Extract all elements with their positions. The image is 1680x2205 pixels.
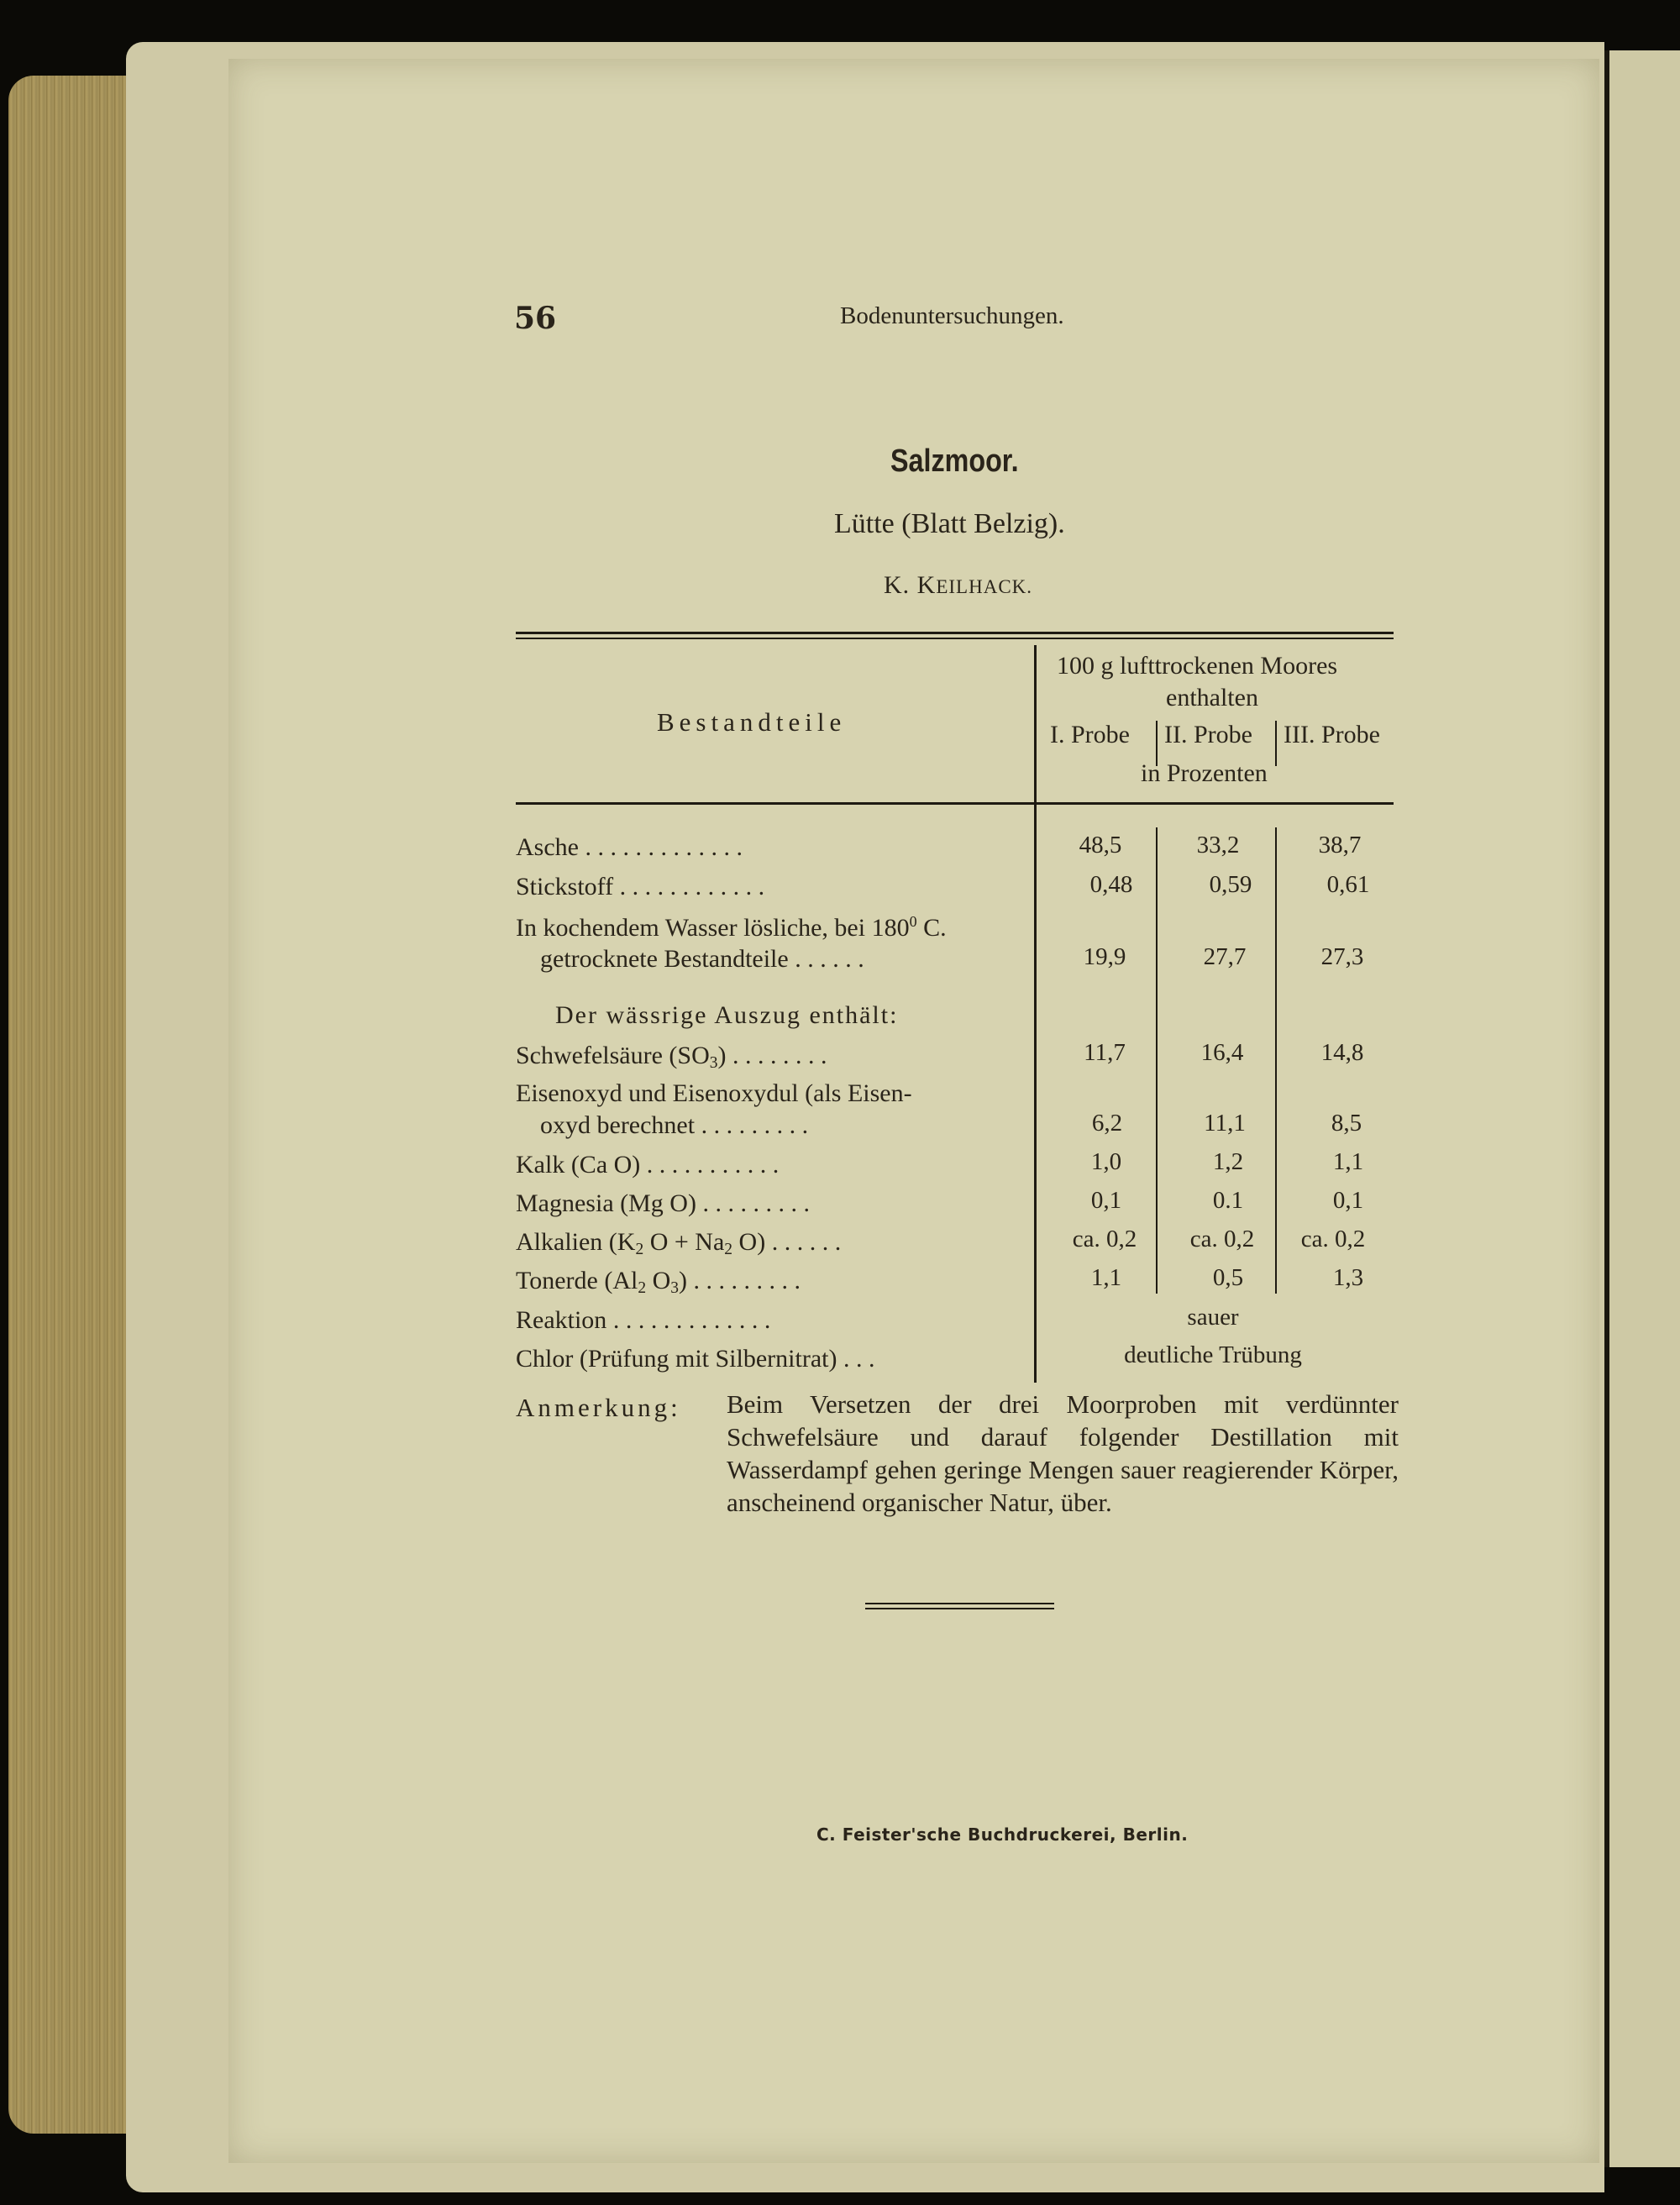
table-cell: 11,7 [1084, 1039, 1126, 1066]
facing-page-edge [1604, 50, 1680, 2167]
table-cell: 6,2 [1091, 1110, 1123, 1137]
table-cell-span: deutliche Trübung [1124, 1341, 1302, 1368]
table-vertical-rule-main [1034, 645, 1037, 1383]
row-label-text: ) [679, 1267, 688, 1294]
row-label-text: oxyd berechnet [540, 1111, 696, 1139]
table-cell: 1,0 [1090, 1148, 1122, 1175]
table-row-label: Schwefelsäure $(SO_3)$ . . . . . . . . [516, 1042, 827, 1072]
row-label-text: Eisenoxyd und Eisenoxydul (als Eisen- [516, 1079, 912, 1107]
table-cell: 27,7 [1203, 943, 1247, 970]
row-label-sub: 2 [724, 1240, 733, 1258]
table-cell: 8,5 [1331, 1110, 1362, 1137]
column-header-probe-1: I. Probe [1050, 721, 1130, 748]
table-cell: 14,8 [1320, 1039, 1364, 1066]
author [884, 571, 1032, 600]
row-label-sub: 2 [638, 1278, 647, 1297]
row-label-sub: 3 [670, 1278, 680, 1297]
row-label-text-end: C. [916, 914, 947, 942]
group-header-line1: 100 g lufttrockenen Moores [1057, 652, 1338, 680]
page-number: 56 [514, 301, 557, 336]
column-header-probe-2: II. Probe [1164, 721, 1252, 748]
unit-header: in Prozenten [1141, 759, 1268, 787]
row-label-text: O) [732, 1228, 766, 1256]
table-row-label [516, 1079, 912, 1108]
table-cell: 27,3 [1320, 943, 1364, 970]
row-label-sup: 0 [909, 913, 917, 930]
row-label-text: Chlor (Prüfung mit Silbernitrat) [516, 1345, 837, 1373]
table-cell: 0,5 [1212, 1264, 1244, 1291]
author-name-first: K [916, 571, 937, 599]
table-cell: 19,9 [1083, 943, 1126, 970]
row-label-sub: 3 [709, 1053, 718, 1072]
table-cell: ca. 0,2 [1189, 1226, 1255, 1252]
row-label-text: Asche [516, 833, 579, 861]
table-row-label: Tonerde ($Al_2$ $O_3$) . . . . . . . . . [516, 1267, 801, 1297]
author-name-rest: EILHACK. [936, 576, 1033, 597]
table-cell: 48,5 [1079, 832, 1122, 858]
table-cell: 1,1 [1332, 1148, 1364, 1175]
table-header-rule [516, 802, 1394, 805]
table-row-label: oxyd berechnet . . . . . . . . . [540, 1111, 809, 1139]
table-top-rule-thin [516, 638, 1394, 639]
table-cell: 1,2 [1212, 1148, 1244, 1175]
table-cell: 38,7 [1318, 832, 1362, 858]
row-label-text: O [646, 1267, 671, 1294]
column-header-bestandteile: Bestandteile [657, 707, 847, 737]
table-row-label [516, 913, 947, 942]
note-label: Anmerkung: [516, 1393, 681, 1422]
table-row-label: Chlor (Prüfung mit Silbernitrat) . . . [516, 1345, 875, 1373]
group-header-line2: enthalten [1166, 684, 1258, 711]
column-header-probe-3: III. Probe [1284, 721, 1380, 748]
author-initial: K. [884, 571, 917, 599]
row-label-text: Reaktion [516, 1306, 607, 1334]
table-cell: 11,1 [1204, 1110, 1246, 1137]
table-row-label: Alkalien ($K_2$ $O + Na_2$ O) . . . . . . [516, 1228, 842, 1258]
table-row-label: Magnesia (Mg O) . . . . . . . . . [516, 1189, 810, 1217]
table-cell: ca. 0,2 [1072, 1226, 1137, 1252]
table-top-rule [516, 632, 1394, 634]
table-cell: 1,1 [1090, 1264, 1122, 1291]
table-row-label: Stickstoff . . . . . . . . . . . . [516, 873, 765, 900]
table-cell: ca. 0,2 [1300, 1226, 1366, 1252]
table-cell: 16,4 [1200, 1039, 1244, 1066]
row-label-text: Magnesia (Mg O) [516, 1189, 696, 1217]
row-label-text: Alkalien (K [516, 1228, 636, 1256]
row-label-text: Schwefelsäure (SO [516, 1042, 710, 1069]
row-label-text: Tonerde (Al [516, 1267, 638, 1294]
table-cell: 0,59 [1209, 871, 1252, 898]
table-row-label: getrocknete Bestandteile . . . . . . [540, 945, 864, 973]
locality-subtitle: Lütte (Blatt Belzig). [834, 508, 1065, 539]
table-row-label: Reaktion . . . . . . . . . . . . . [516, 1306, 771, 1334]
row-label-text: getrocknete Bestandteile [540, 945, 789, 973]
row-label-text: O + Na [643, 1228, 725, 1256]
document-title: Salzmoor. [890, 444, 1019, 479]
table-cell: 0,61 [1326, 871, 1370, 898]
table-sub-heading: Der wässrige Auszug enthält: [555, 1001, 899, 1029]
row-label-text: Kalk (Ca O) [516, 1151, 641, 1179]
end-rule-bottom [865, 1608, 1054, 1609]
table-cell: 1,3 [1332, 1264, 1364, 1291]
end-rule-top [865, 1603, 1054, 1604]
note-text: Beim Versetzen der drei Moorproben mit verdünnter Schwefelsäure und darauf folgender Destillation mit Wasserdampf gehen geringe Mengen sauer reagierender Körper, anscheinend organischer Natur, über. [727, 1389, 1399, 1517]
row-label-text: Stickstoff [516, 873, 614, 900]
table-row-label: Kalk (Ca O) . . . . . . . . . . . [516, 1151, 780, 1179]
table-cell: 33,2 [1196, 832, 1240, 858]
table-cell: 0,48 [1089, 871, 1133, 898]
row-label-text: In kochendem Wasser lösliche, bei 180 [516, 914, 910, 942]
table-cell: 0,1 [1090, 1187, 1122, 1214]
row-label-sub: 2 [635, 1240, 644, 1258]
row-label-text-end: ) [717, 1042, 727, 1069]
running-head: Bodenuntersuchungen. [840, 302, 1064, 329]
table-cell: 0.1 [1212, 1187, 1244, 1214]
header-divider-2 [1275, 721, 1277, 766]
printer-imprint: C. Feister'sche Buchdruckerei, Berlin. [816, 1824, 1189, 1845]
table-cell-span: sauer [1187, 1304, 1239, 1331]
table-cell: 0,1 [1332, 1187, 1364, 1214]
table-row-label: Asche . . . . . . . . . . . . . [516, 833, 743, 861]
